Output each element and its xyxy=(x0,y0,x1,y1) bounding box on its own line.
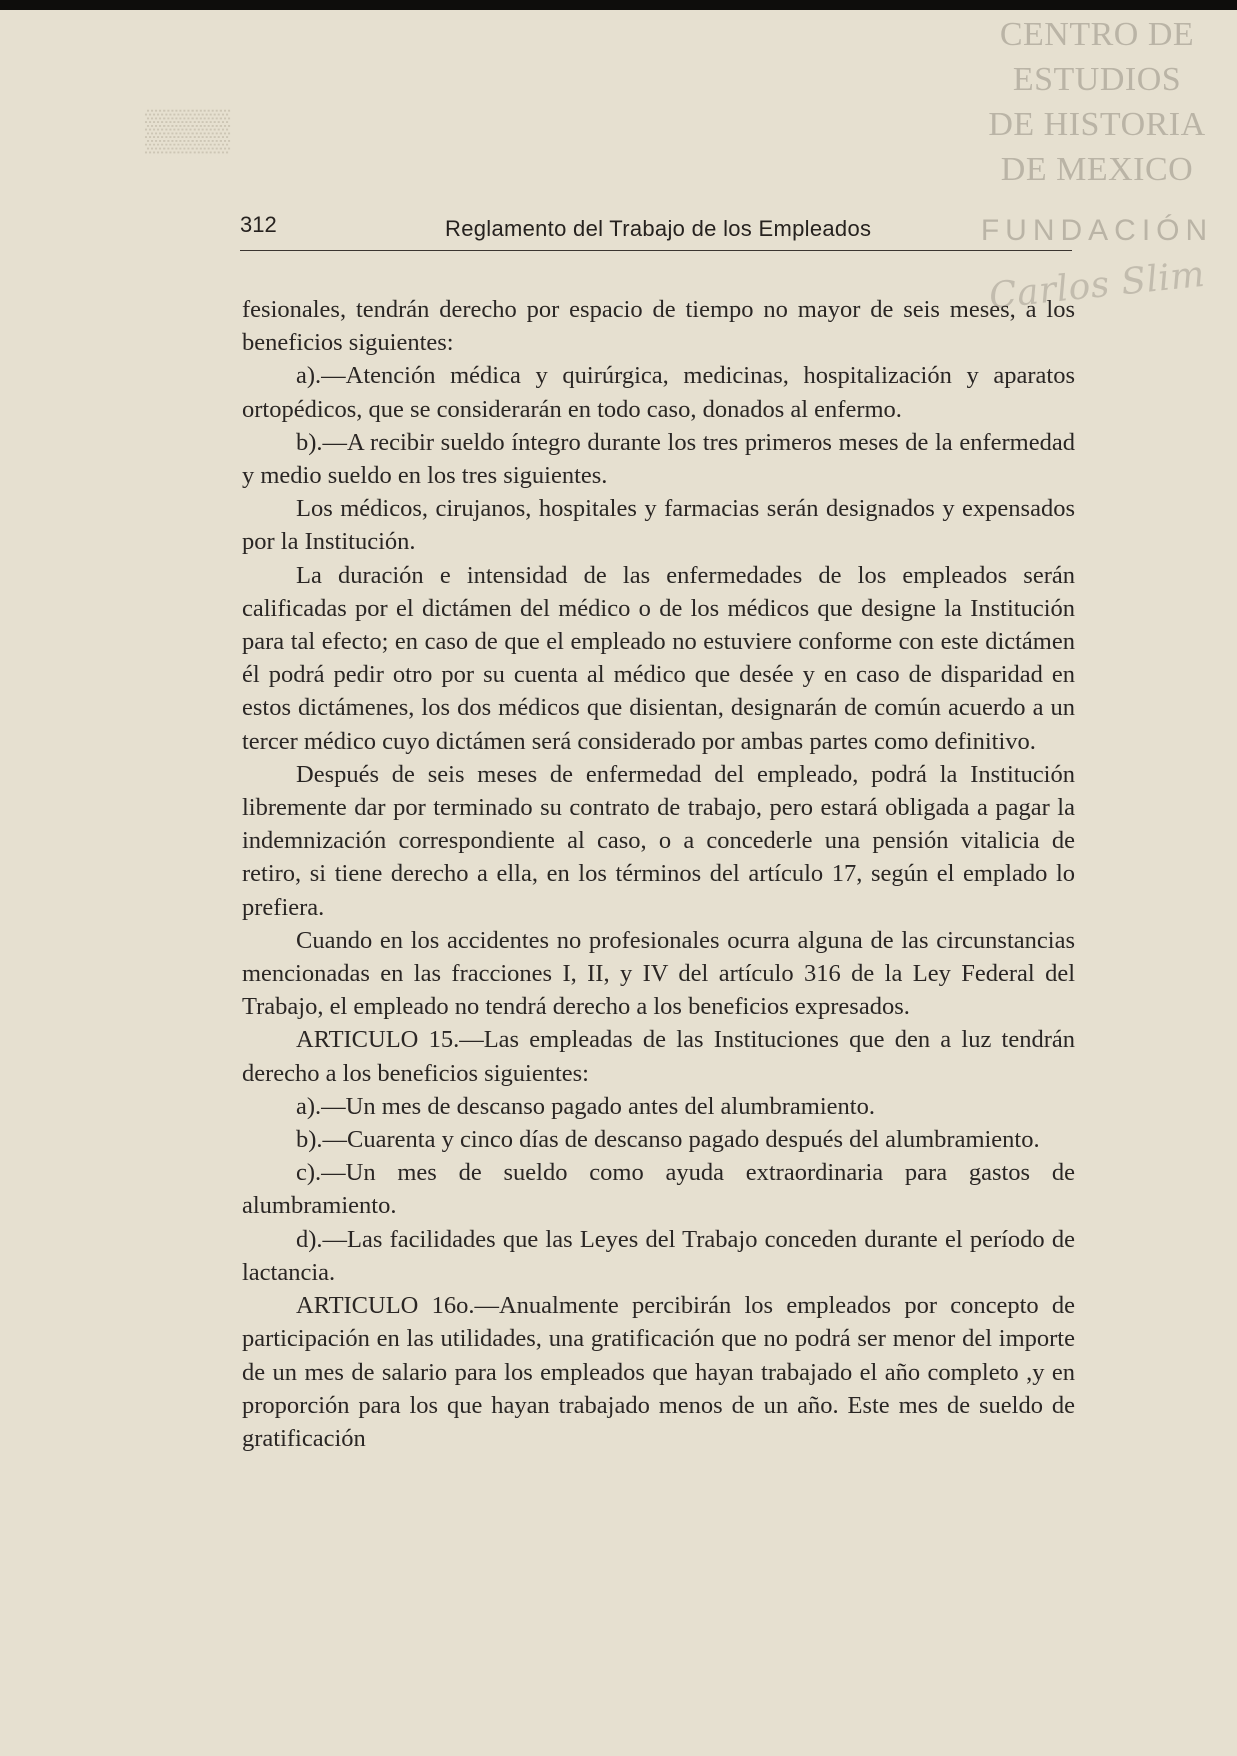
paragraph: c).—Un mes de sueldo como ayuda extraordinaria para gastos de alumbramiento. xyxy=(242,1159,1075,1220)
paragraph: a).—Atención médica y quirúrgica, medicinas, hospitalización y aparatos ortopédicos, que se considerarán en todo caso, donados al enfermo. xyxy=(242,362,1075,423)
article-paragraph: ARTICULO 15.—Las empleadas de las Instituciones que den a luz tendrán derecho a los beneficios siguientes: xyxy=(242,1026,1075,1087)
scanned-page xyxy=(0,10,1237,1756)
watermark-line: DE HISTORIA xyxy=(988,106,1206,143)
watermark-line: ESTUDIOS xyxy=(1012,61,1182,98)
ink-smudge: ▒▒▒ xyxy=(145,108,231,152)
paragraph: d).—Las facilidades que las Leyes del Trabajo conceden durante el período de lactancia. xyxy=(242,1225,1075,1286)
running-header xyxy=(240,208,1072,252)
paragraph: b).—Cuarenta y cinco días de descanso pagado después del alumbramiento. xyxy=(296,1126,1040,1154)
archive-watermark xyxy=(967,12,1227,318)
running-title: Reglamento del Trabajo de los Empleados xyxy=(445,216,872,241)
watermark-line: DE MEXICO xyxy=(1000,151,1194,188)
article-paragraph: ARTICULO 16o.—Anualmente percibirán los empleados por concepto de participación en las utilidades, una gratificación que no podrá ser menor del importe de un mes de salario para los empleados que hayan trabajado el año completo ,y en proporción para los que hayan trabajado menos de un año. Este mes de sueldo de gratificación xyxy=(242,1292,1075,1452)
watermark-signature: Carlos Slim xyxy=(987,253,1207,318)
paragraph: Los médicos, cirujanos, hospitales y farmacias serán designados y expensados por la Institución. xyxy=(242,495,1075,556)
header-rule xyxy=(240,250,1072,251)
paragraph: a).—Un mes de descanso pagado antes del alumbramiento. xyxy=(296,1092,875,1120)
watermark-foundation: FUNDACIÓN xyxy=(980,214,1214,247)
paragraph: Después de seis meses de enfermedad del empleado, podrá la Institución libremente dar por terminado su contrato de trabajo, pero estará obligada a pagar la indemnización correspondiente al caso, o a concederle una pensión vitalicia de retiro, si tiene derecho a ella, en los términos del artículo 17, según el emplado lo prefiera. xyxy=(242,760,1075,921)
watermark-line: CENTRO DE xyxy=(999,16,1195,53)
paragraph: La duración e intensidad de las enfermedades de los empleados serán calificadas por el dictámen del médico o de los médicos que designe la Institución para tal efecto; en caso de que el empleado no estuviere conforme con este dictámen él podrá pedir otro por su cuenta al médico que desée y en caso de disparidad en estos dictámenes, los dos médicos que disientan, designarán de común acuerdo a un tercer médico cuyo dictámen será considerado por ambas partes como definitivo. xyxy=(242,561,1075,755)
paragraph: b).—A recibir sueldo íntegro durante los tres primeros meses de la enfermedad y medio sueldo en los tres siguientes. xyxy=(242,428,1075,490)
paragraph: fesionales, tendrán derecho por espacio de tiempo no mayor de seis meses, a los beneficios siguientes: xyxy=(242,296,1075,357)
page-number: 312 xyxy=(240,212,277,237)
paragraph: Cuando en los accidentes no profesionales ocurra alguna de las circunstancias mencionadas en las fracciones I, II, y IV del artículo 316 de la Ley Federal del Trabajo, el empleado no tendrá derecho a los beneficios expresados. xyxy=(242,926,1075,1021)
body-text xyxy=(242,293,1075,1455)
